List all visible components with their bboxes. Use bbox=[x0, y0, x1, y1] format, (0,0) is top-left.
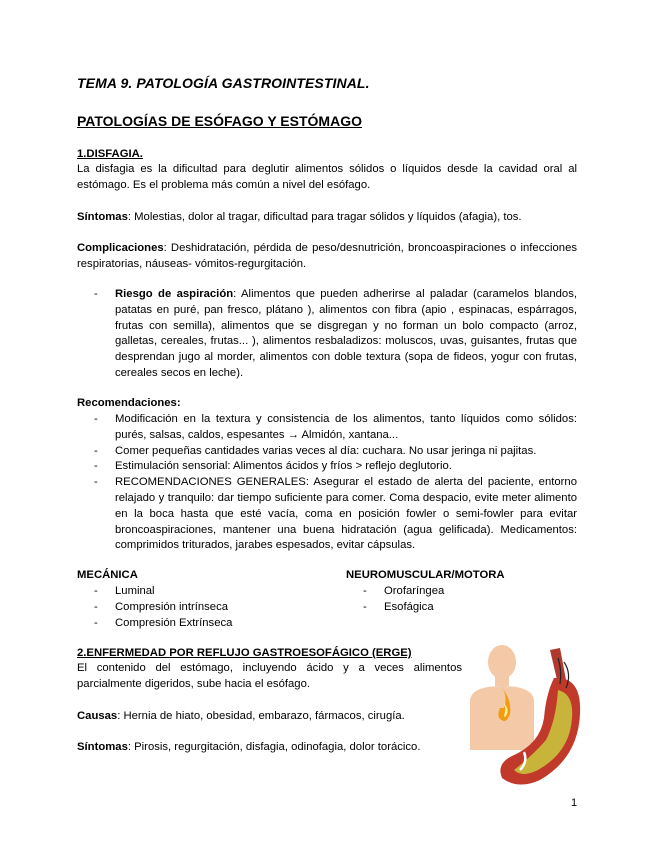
list-item bbox=[77, 600, 327, 616]
neck-shape bbox=[495, 676, 509, 686]
erge-sintomas-label: Síntomas bbox=[77, 741, 128, 753]
riesgo-list bbox=[77, 287, 577, 382]
list-item bbox=[77, 584, 327, 600]
list-dash: - bbox=[94, 460, 98, 473]
riesgo-label: Riesgo de aspiración bbox=[115, 288, 234, 300]
sintomas-text: : Molestias, dolor al tragar, dificultad para tragar sólidos y líquidos (afagia), tos. bbox=[127, 211, 522, 223]
list-dash: - bbox=[94, 288, 98, 300]
riesgo-text: : Alimentos que pueden adherirse al paladar (caramelos blandos, patatas en puré, pan fresco, plátano ), alimentos con fibra (apio , espinacas, espárragos, frutas con semilla), alimentos que se disgregan y no forman un bolo compacto (arroz, galletas, cereales, frutas... ), alimentos resbaladizos: moluscos, uvas, guisantes, frutas que desprendan jugo al morder, alimentos con doble textura (sopa de fideos, yogur con frutas, cereales secos en leche). bbox=[115, 288, 577, 379]
list-item bbox=[77, 412, 577, 444]
list-dash: - bbox=[94, 600, 98, 613]
mecanica-list bbox=[77, 584, 327, 631]
erge-intro: El contenido del estómago, incluyendo ácido y a veces alimentos parcialmente digeridos, sube hacia el esófago. bbox=[77, 662, 462, 690]
recomendacion-text: RECOMENDACIONES GENERALES: Asegurar el estado de alerta del paciente, entorno relajado y tranquilo: dar tiempo suficiente para comer. Coma despacio, evite meter alimento en la boca hasta que esté vacía, coma en posición fowler o semi-fowler para evitar broncoaspiraciones, mantener una buena hidratación (agua gelificada). Medicamentos: comprimidos triturados, jarabes espesados, evitar cápsulas. bbox=[115, 476, 577, 552]
list-dash: - bbox=[94, 585, 98, 597]
complicaciones-text: : Deshidratación, pérdida de peso/desnutrición, broncoaspiraciones o infecciones respiratorias, náuseas- vómitos-regurgitación. bbox=[77, 242, 577, 270]
recomendaciones-label: Recomendaciones: bbox=[77, 397, 181, 409]
list-dash: - bbox=[363, 585, 367, 597]
head-shape bbox=[488, 645, 516, 679]
list-dash: - bbox=[94, 413, 98, 425]
section-subtitle: PATOLOGÍAS DE ESÓFAGO Y ESTÓMAGO bbox=[77, 113, 362, 129]
mecanica-label: MECÁNICA bbox=[77, 569, 138, 581]
causas-label: Causas bbox=[77, 710, 118, 722]
page-number: 1 bbox=[571, 797, 578, 809]
neuro-item: Orofaríngea bbox=[384, 585, 445, 597]
complicaciones-label: Complicaciones bbox=[77, 242, 164, 254]
disfagia-complicaciones bbox=[77, 241, 577, 273]
neuro-label: NEUROMUSCULAR/MOTORA bbox=[346, 569, 505, 581]
recomendacion-text: Comer pequeñas cantidades varias veces al día: cuchara. No usar jeringa ni pajitas. bbox=[115, 444, 537, 457]
list-dash: - bbox=[94, 476, 98, 489]
causas-text: : Hernia de hiato, obesidad, embarazo, fármacos, cirugía. bbox=[117, 710, 405, 722]
mecanica-item: Compresión intrínseca bbox=[115, 600, 229, 613]
list-dash: - bbox=[94, 444, 98, 457]
erge-sintomas bbox=[77, 740, 462, 756]
neuro-list bbox=[346, 584, 576, 616]
reflux-illustration bbox=[462, 640, 584, 792]
recomendacion-text: Estimulación sensorial: Alimentos ácidos y fríos > reflejo deglutorio. bbox=[115, 460, 452, 473]
erge-causas bbox=[77, 709, 462, 725]
list-item bbox=[77, 444, 577, 460]
list-item bbox=[77, 287, 577, 382]
disfagia-intro: La disfagia es la dificultad para deglutir alimentos sólidos o líquidos desde la cavidad oral al estómago. Es el problema más común a nivel del esófago. bbox=[77, 163, 577, 191]
list-item bbox=[77, 616, 327, 632]
erge-heading: 2.ENFERMEDAD POR REFLUJO GASTROESOFÁGICO (ERGE) bbox=[77, 647, 412, 659]
list-item bbox=[77, 475, 577, 554]
document-title: TEMA 9. PATOLOGÍA GASTROINTESTINAL. bbox=[77, 75, 370, 91]
recomendacion-text: Modificación en la textura y consistencia de los alimentos, tanto líquidos como sólidos: purés, salsas, caldos, espesantes → Almidón, xantana... bbox=[115, 413, 577, 441]
sintomas-label: Síntomas bbox=[77, 211, 128, 223]
recomendaciones-list bbox=[77, 412, 577, 554]
mecanica-item: Compresión Extrínseca bbox=[115, 616, 233, 629]
erge-sintomas-text: : Pirosis, regurgitación, disfagia, odinofagia, dolor torácico. bbox=[127, 741, 421, 753]
mecanica-item: Luminal bbox=[115, 585, 155, 597]
list-item bbox=[346, 600, 576, 616]
list-item bbox=[77, 459, 577, 475]
disfagia-sintomas bbox=[77, 210, 577, 226]
neuro-item: Esofágica bbox=[384, 600, 434, 613]
disfagia-heading: 1.DISFAGIA. bbox=[77, 148, 143, 160]
list-dash: - bbox=[94, 616, 98, 629]
list-dash: - bbox=[363, 600, 367, 613]
list-item bbox=[346, 584, 576, 600]
